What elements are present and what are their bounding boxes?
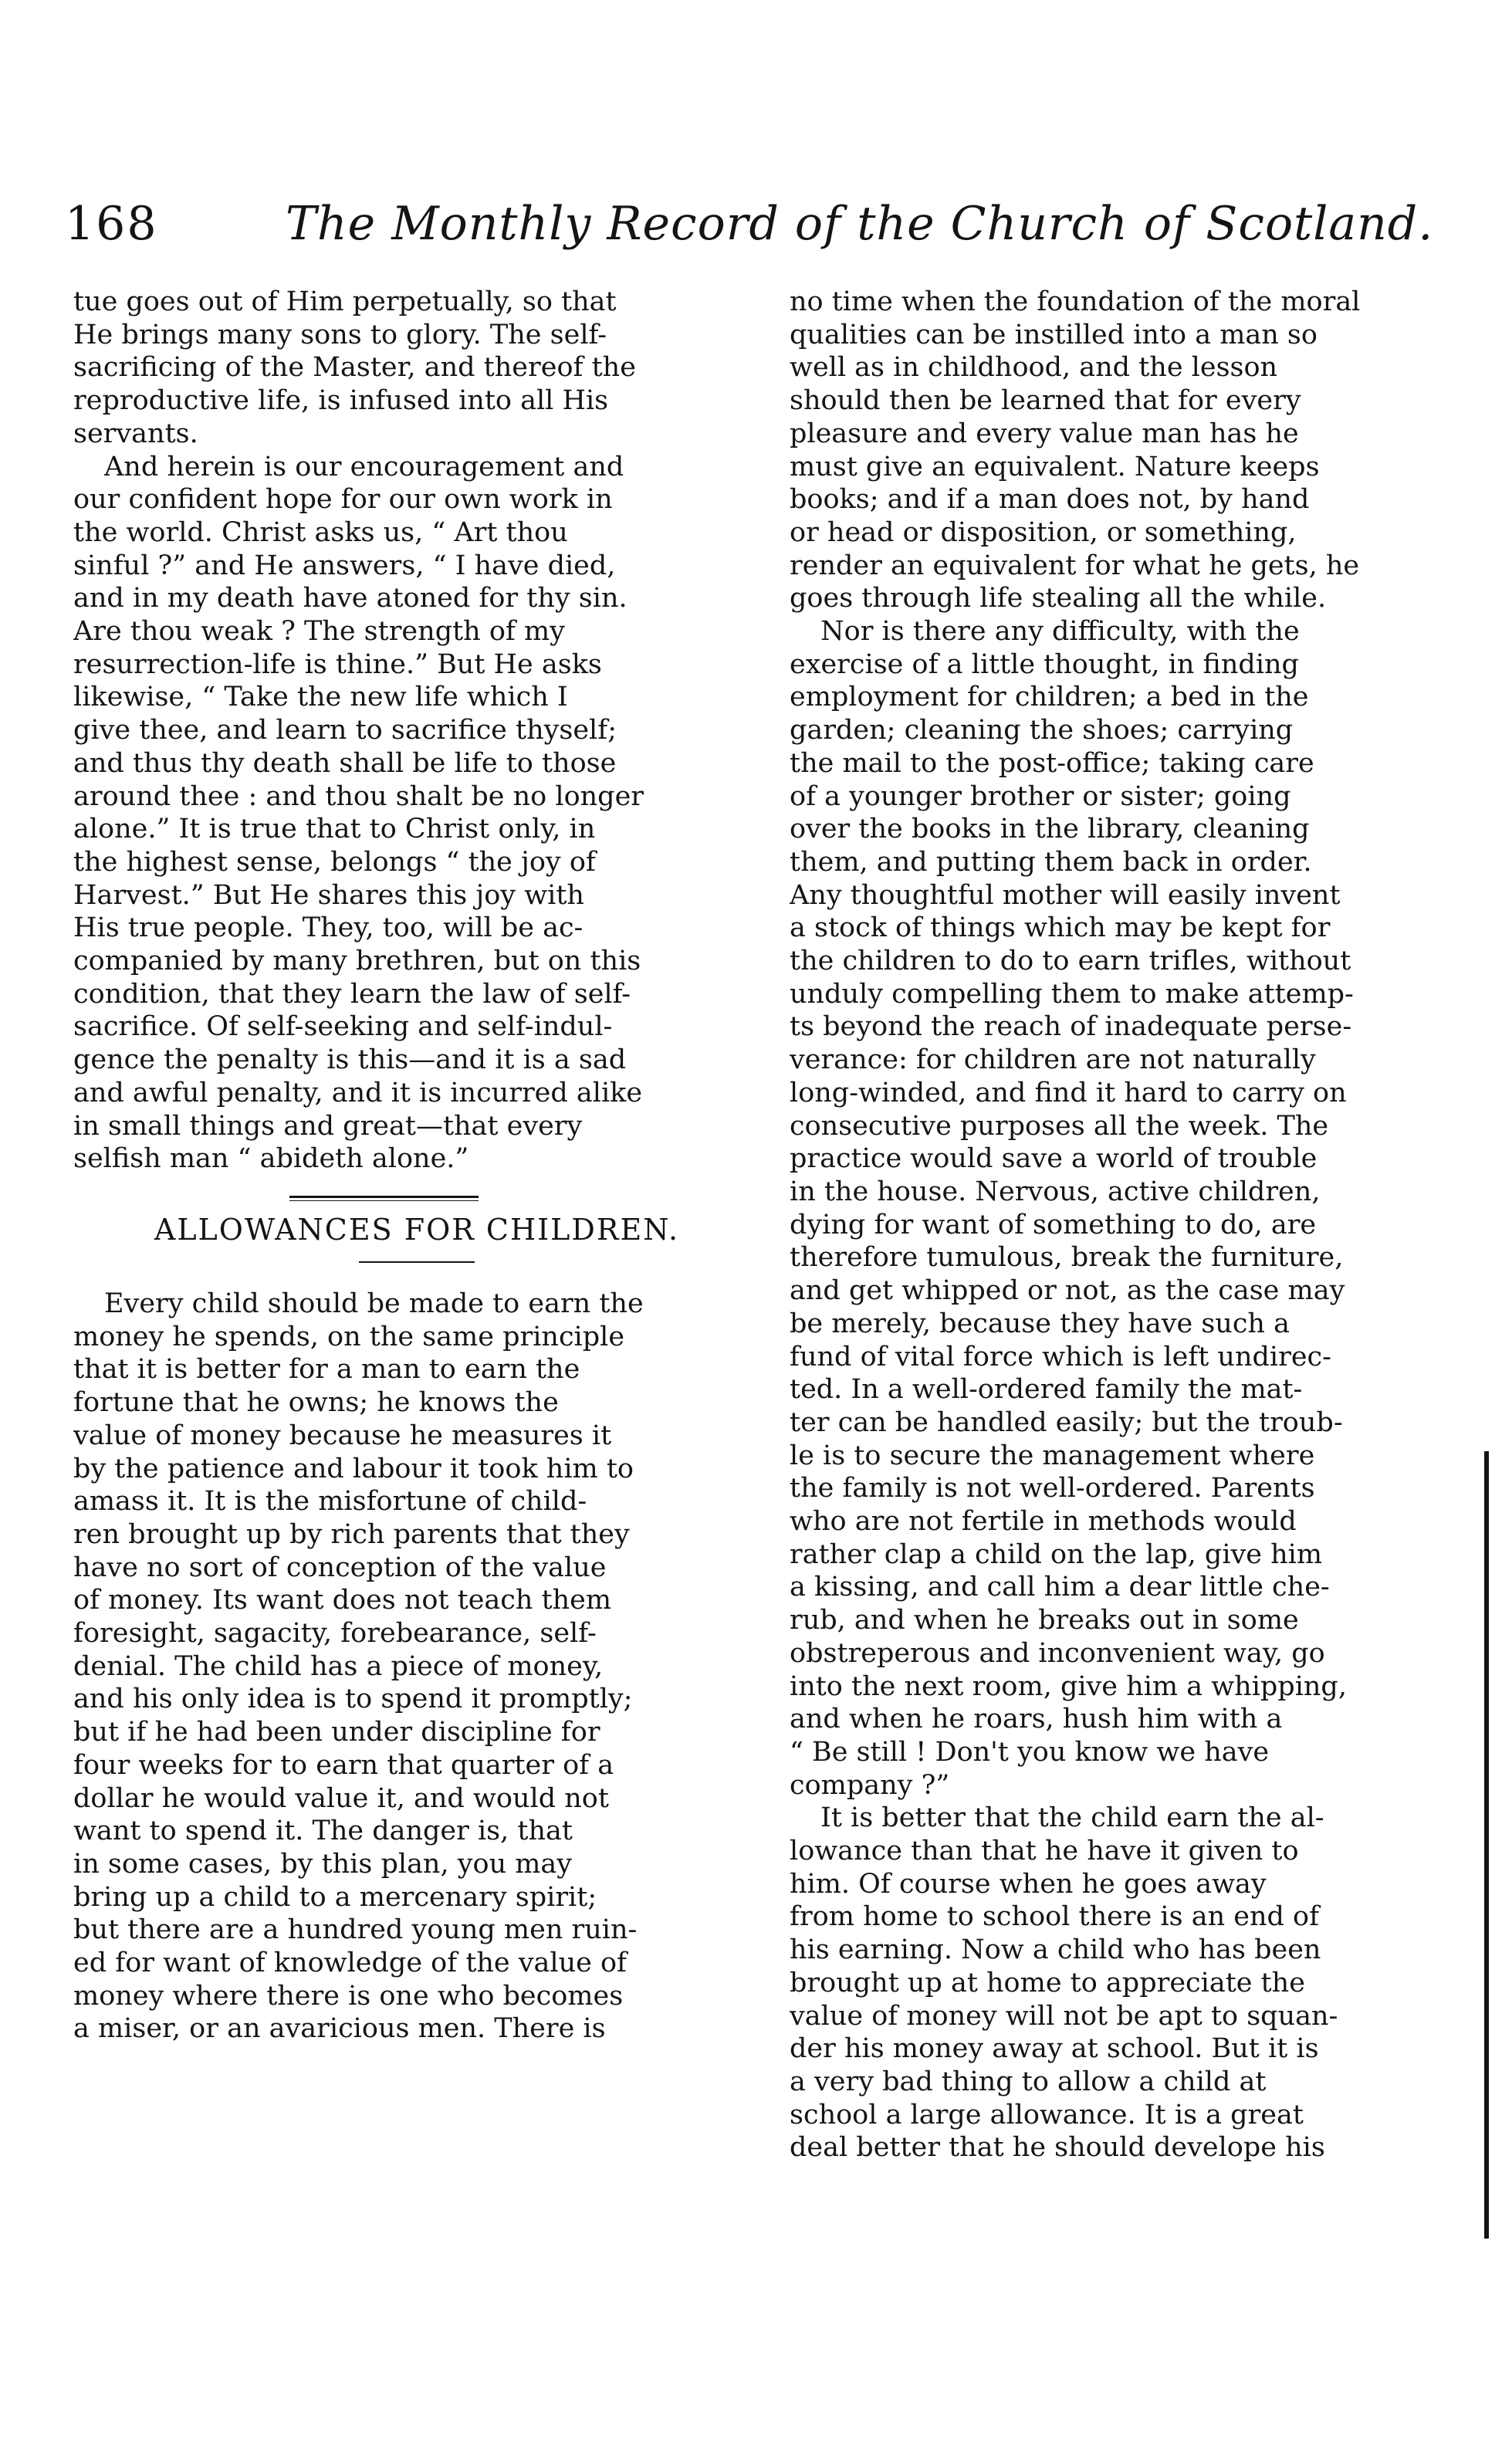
paragraph: tue goes out of Him perpetually, so that He brings many sons to glory. The self- sacrificing of the Master, and thereof the reproductive life, is infused into all His servants. [73, 286, 636, 449]
paragraph: Nor is there any difficulty, with the exercise of a little thought, in finding employment for children; a bed in the garden; cleaning the shoes; carrying the mail to the post-office; taking care of a younger brother or sister; going over the books in the library, cleaning them, and putting them back in order. Any thoughtful mother will easily invent a stock of things which may be kept for the children to do to earn trifles, without unduly compelling them to make attemp- ts beyond the reach of inadequate perse- verance: for children are not naturally long-winded, and find it hard to carry on consecutive purposes all the week. The practice would save a world of trouble in the house. Nervous, active children, dying for want of something to do, are therefore tumulous, break the furniture, and get whipped or not, as the case may be merely, because they have such a fund of vital force which is left undirec- ted. In a well-ordered family the mat- ter can be handled easily; but the troub- le is to secure the management where the family is not well-ordered. Parents who are not fertile in methods would rather clap a child on the lap, give him a kissing, and call him a dear little che- rub, and when he breaks out in some obstreperous and inconvenient way, go into the next room, give him a whipping, and when he roars, hush him with a “ Be still ! Don't you know we have company ?” [790, 616, 1354, 1801]
paragraph: no time when the foundation of the moral qualities can be instilled into a man so well as in childhood, and the lesson should then be learned that for every pleasure and every value man has he must give an equivalent. Nature keeps books; and if a man does not, by hand or head or disposition, or something, render an equivalent for what he gets, he goes through life stealing all the while. [790, 286, 1361, 614]
section-title: ALLOWANCES FOR CHILDREN. [154, 1212, 680, 1247]
paragraph: It is better that the child earn the al- lowance than that he have it given to him. Of course when he goes away from home to school there is an end of his earning. Now a child who has been brought up at home to appreciate the value of money will not be apt to squan- der his money away at school. But it is a very bad thing to allow a child at school a large allowance. It is a great deal better that he should develope his [790, 1802, 1338, 2164]
paragraph: And herein is our encouragement and our confident hope for our own work in the world. Christ asks us, “ Art thou sinful ?” and He answers, “ I have died, and in my death have atoned for thy sin. Are thou weak ? The strength of my resurrection-life is thine.” But He asks likewise, “ Take the new life which I give thee, and learn to sacrifice thyself; and thus thy death shall be life to those around thee : and thou shalt be no longer alone.” It is true that to Christ only, in the highest sense, belongs “ the joy of Harvest.” But He shares this joy with His true people. They, too, will be ac- companied by many brethren, but on this condition, that they learn the law of self- sacrifice. Of self-seeking and self-indul- gence the penalty is this—and it is a sad and awful penalty, and it is incurred alike in small things and great—that every selfish man “ abideth alone.” [73, 451, 644, 1175]
title-rule [359, 1261, 475, 1263]
running-title: The Monthly Record of the Church of Scotland. [286, 197, 1434, 251]
paragraph: Every child should be made to earn the money he spends, on the same principle that it is better for a man to earn the fortune that he owns; he knows the value of money because he measures it by the patience and labour it took him to amass it. It is the misfortune of child- ren brought up by rich parents that they have no sort of conception of the value of money. Its want does not teach them foresight, sagacity, forebearance, self- denial. The child has a piece of money, and his only idea is to spend it promptly; but if he had been under discipline for four weeks for to earn that quarter of a dollar he would value it, and would not want to spend it. The danger is, that in some cases, by this plan, you may bring up a child to a mercenary spirit; but there are a hundred young men ruin- ed for want of knowledge of the value of money where there is one who becomes a miser, or an avaricious men. There is [73, 1288, 644, 2045]
left-column [73, 286, 760, 2341]
article-divider [289, 1196, 479, 1201]
page-number: 168 [65, 197, 158, 251]
page-edge-bar [1484, 1451, 1489, 2239]
page-header [62, 197, 1459, 266]
right-column [790, 286, 1469, 2341]
